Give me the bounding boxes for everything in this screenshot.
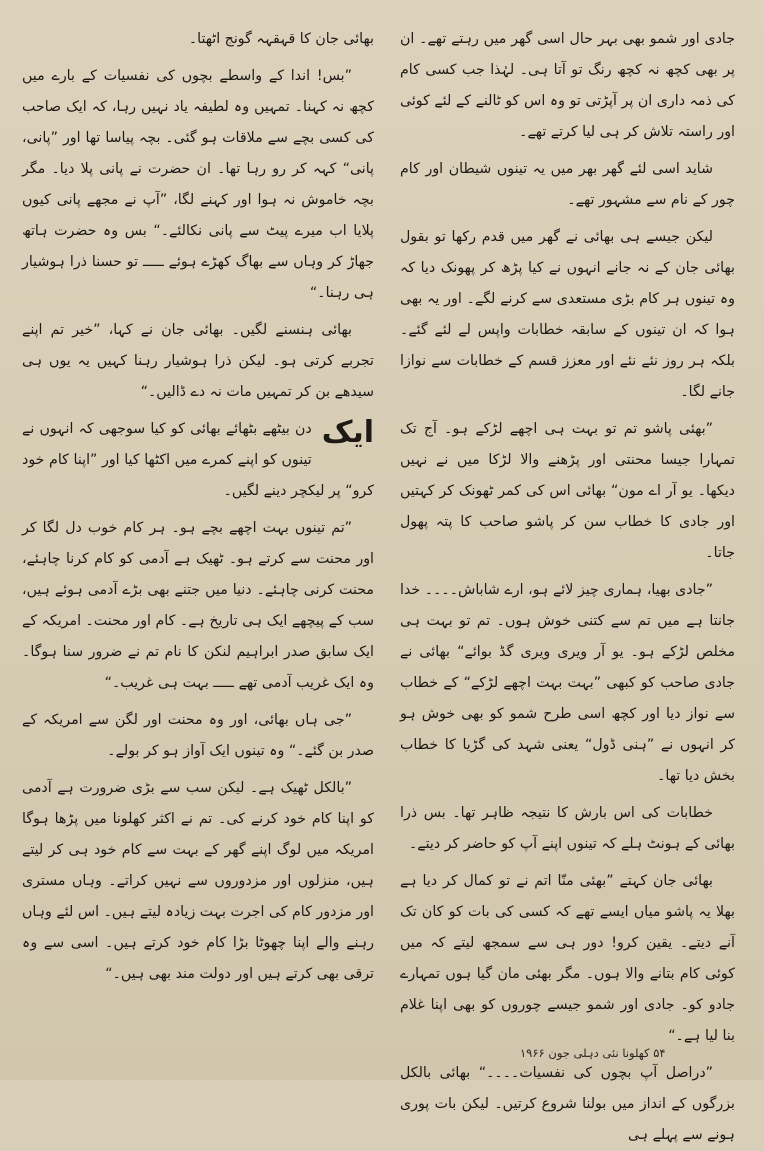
left-column (22, 24, 374, 1028)
paragraph-text: دن بیٹھے بٹھائے بھائی کو کیا سوجھی کہ انہوں نے تینوں کو اپنے کمرے میں اکٹھا کیا اور ”اپنا کام خود کرو“ پر لیکچر دینے لگیں۔ (22, 421, 374, 499)
paragraph: بھائی جان کہتے ”بھئی منّا اتم نے تو کمال کر دیا ہے بھلا یہ پاشو میاں ایسے تھے کہ کسی کی بات کو کان تک آنے دیتے۔ یقین کرو! دور ہی سے سمجھ لیتے کہ میں کوئی کام بتانے والا ہوں۔ مگر بھئی مان گیا ہوں تمہارے جادو کو۔ جادی اور شمو جیسے چوروں کو بھی اپنا غلام بنا لیا ہے۔“ (400, 873, 735, 1044)
paragraph: ”جادی بھیا، ہماری چیز لائے ہو، ارے شاباش۔۔۔۔ خدا جانتا ہے میں تم سے کتنی خوش ہوں۔ تم تو بہت ہی مخلص لڑکے ہو۔ یو آر ویری ویری گڈ بوائے“ بھائی نے جادی صاحب کو کبھی ”بہت بہت اچھے لڑکے“ کے خطاب سے نواز دیا اور کچھ اسی طرح شمو کو بھی خوش ہو کر انہوں نے ”ہنی ڈول“ یعنی شہد کی گڑیا کا خطاب بخش دیا تھا۔ (400, 582, 735, 784)
paragraph: شاید اسی لئے گھر بھر میں یہ تینوں شیطان اور کام چور کے نام سے مشہور تھے۔ (400, 161, 735, 208)
paragraph: ”بس! اندا کے واسطے بچوں کی نفسیات کے بارے میں کچھ نہ کہنا۔ تمہیں وہ لطیفہ یاد نہیں رہا، کہ ایک صاحب کی کسی بچے سے ملاقات ہو گئی۔ بچہ پیاسا تھا اور ”پانی، پانی“ کہہ کر رو رہا تھا۔ ان حضرت نے پانی پلا دیا۔ مگر بچہ خاموش نہ ہوا اور کہنے لگا، ”آپ نے مجھے پانی کیوں پلایا اب میرے پیٹ سے پانی نکالئے۔“ بس وہ حضرت ہاتھ جھاڑ کر وہاں سے بھاگ کھڑے ہوئے ـــــ تو حسنا ذرا ہوشیار ہی رہنا۔“ (22, 68, 374, 301)
paragraph: ”دراصل آپ بچوں کی نفسیات۔۔۔۔“ بھائی بالکل بزرگوں کے انداز میں بولنا شروع کرتیں۔ لیکن بات پوری ہونے سے پہلے ہی (400, 1065, 735, 1143)
drop-word: ایک (321, 415, 374, 450)
paragraph: بھائی جان کا قہقہہ گونج اٹھتا۔ (188, 31, 374, 47)
page-footer: ۵۴ کھلونا نئی دہلی جون ۱۹۶۶ (520, 1046, 666, 1060)
paragraph: جادی اور شمو بھی بہر حال اسی گھر میں رہتے تھے۔ ان پر بھی کچھ نہ کچھ رنگ تو آتا ہی۔ لہٰذا جب کسی کام کی ذمہ داری ان پر آپڑتی تو وہ اس کو ٹالنے کے لئے کوئی اور راستہ تلاش کر ہی لیا کرتے تھے۔ (400, 31, 735, 140)
paragraph: خطابات کی اس بارش کا نتیجہ ظاہر تھا۔ بس ذرا بھائی کے ہونٹ ہلے کہ تینوں اپنے آپ کو حاضر کر دیتے۔ (400, 805, 735, 852)
paragraph-with-drop-word (22, 414, 374, 507)
paragraph: ”تم تینوں بہت اچھے بچے ہو۔ ہر کام خوب دل لگا کر اور محنت سے کرتے ہو۔ ٹھیک ہے آدمی کو کام کرنا چاہئے، محنت کرنی چاہئے۔ دنیا میں جتنے بھی بڑے آدمی ہوئے ہیں، سب کے پیچھے ایک ہی تاریخ ہے۔ کام اور محنت۔ امریکہ کے ایک سابق صدر ابراہیم لنکن کا نام تم نے ضرور سنا ہوگا۔ وہ ایک غریب آدمی تھے ـــــ بہت ہی غریب۔“ (22, 520, 374, 691)
paragraph: ”بالکل ٹھیک ہے۔ لیکن سب سے بڑی ضرورت ہے آدمی کو اپنا کام خود کرنے کی۔ تم نے اکثر کھلونا میں پڑھا ہوگا امریکہ میں لوگ اپنے گھر کے بہت سے کام خود ہی کر لیتے ہیں، منزلوں اور مزدوروں سے نہیں کراتے۔ وہاں مستری اور مزدور کام کی اجرت بہت زیادہ لیتے ہیں۔ اس لئے وہاں رہنے والے اپنا چھوٹا بڑا کام خود کرتے ہیں۔ اسی سے وہ ترقی بھی کرتے ہیں اور دولت مند بھی ہیں۔“ (22, 780, 374, 982)
paragraph: ”بھئی پاشو تم تو بہت ہی اچھے لڑکے ہو۔ آج تک تمہارا جیسا محنتی اور پڑھنے والا لڑکا میں نے نہیں دیکھا۔ یو آر اے مون“ بھائی اس کی کمر ٹھونک کر کہتیں اور جادی کا خطاب سن کر پاشو صاحب کا پتہ پھول جاتا۔ (400, 421, 735, 561)
paragraph: لیکن جیسے ہی بھائی نے گھر میں قدم رکھا تو بقول بھائی جان کے نہ جانے انہوں نے کیا پڑھ کر پھونک دیا کہ وہ تینوں ہر کام بڑی مستعدی سے کرنے لگے۔ اور یہ بھی ہوا کہ ان تینوں کے سابقہ خطابات واپس لے لئے گئے۔ بلکہ ہر روز نئے نئے اور معزز قسم کے خطابات سے نوازا جانے لگا۔ (400, 229, 735, 400)
paragraph: بھائی ہنسنے لگیں۔ بھائی جان نے کہا، ”خیر تم اپنے تجربے کرتی ہو۔ لیکن ذرا ہوشیار رہنا کہیں یہ یوں ہی سیدھے بن کر تمہیں مات نہ دے ڈالیں۔“ (22, 322, 374, 400)
paragraph: ”جی ہاں بھائی، اور وہ محنت اور لگن سے امریکہ کے صدر بن گئے۔“ وہ تینوں ایک آواز ہو کر بولے۔ (22, 712, 374, 759)
